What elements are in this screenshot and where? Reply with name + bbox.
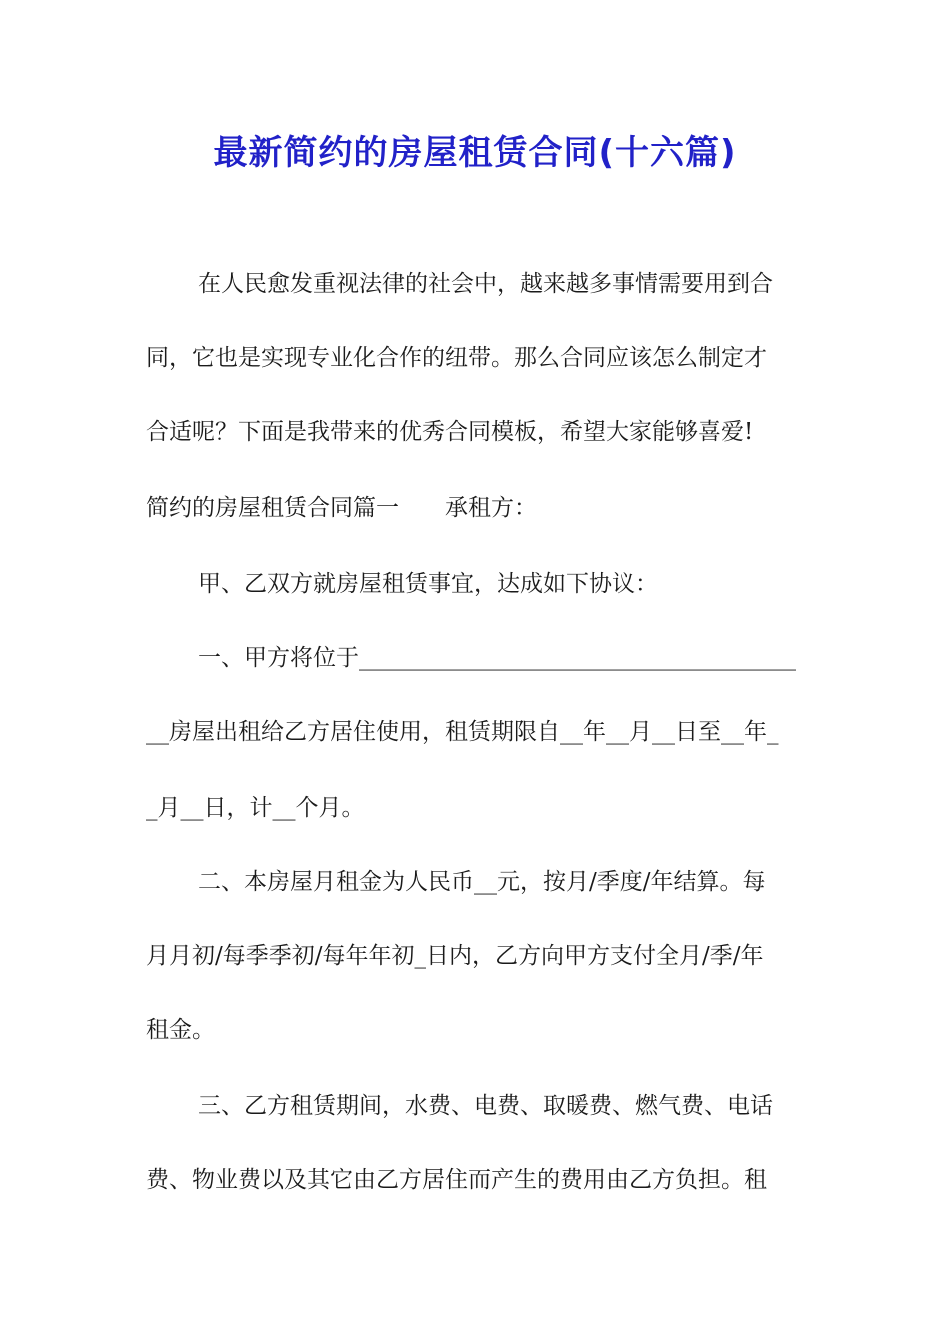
- document-title: 最新简约的房屋租赁合同(十六篇): [213, 133, 737, 173]
- paragraph-line: 合适呢？下面是我带来的优秀合同模板，希望大家能够喜爱!: [146, 419, 754, 445]
- paragraph-line: 租金。: [146, 1017, 215, 1043]
- paragraph-line: __房屋出租给乙方居住使用，租赁期限自__年__月__日至__年_: [146, 719, 779, 745]
- paragraph-line: 在人民愈发重视法律的社会中，越来越多事情需要用到合: [198, 271, 773, 297]
- paragraph-line: 三、乙方租赁期间，水费、电费、取暖费、燃气费、电话: [198, 1093, 773, 1119]
- paragraph-line: 甲、乙双方就房屋租赁事宜，达成如下协议：: [198, 571, 658, 597]
- paragraph-line: 一、甲方将位于______________________________________: [198, 645, 796, 671]
- paragraph-line: 月月初/每季季初/每年年初_日内，乙方向甲方支付全月/季/年: [146, 943, 764, 969]
- section-heading-line: 简约的房屋租赁合同篇一 承租方：: [146, 495, 537, 521]
- paragraph-line: 费、物业费以及其它由乙方居住而产生的费用由乙方负担。租: [146, 1167, 767, 1193]
- paragraph-line: 同，它也是实现专业化合作的纽带。那么合同应该怎么制定才: [146, 345, 767, 371]
- paragraph-line: 二、本房屋月租金为人民币__元，按月/季度/年结算。每: [198, 869, 766, 895]
- paragraph-line: _月__日，计__个月。: [146, 795, 365, 821]
